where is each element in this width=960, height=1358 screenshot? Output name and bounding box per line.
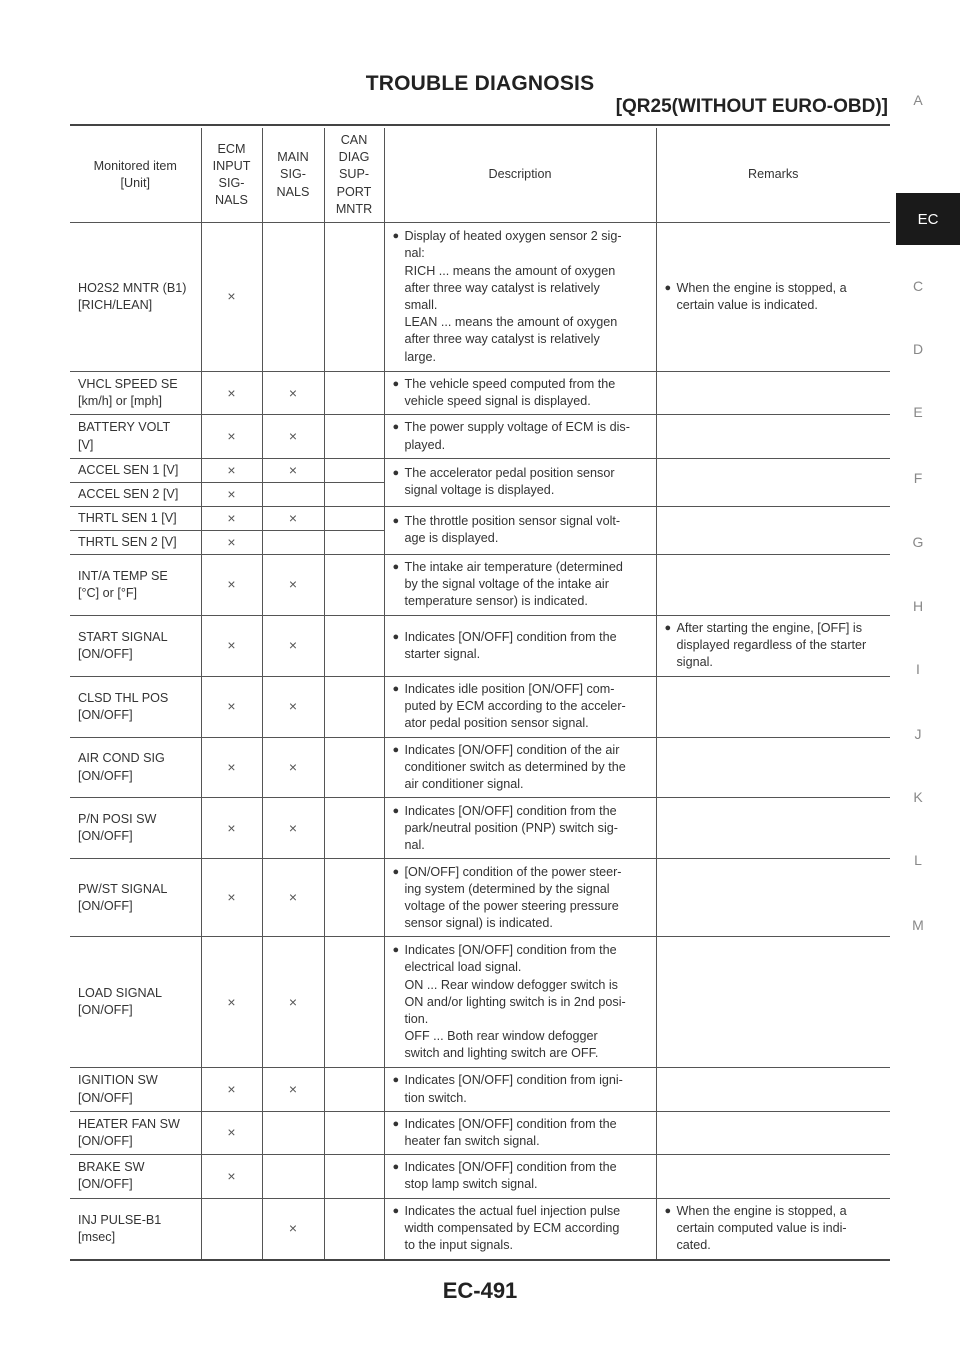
- bullet-icon: ●: [392, 1074, 400, 1087]
- can-diag-mark: [324, 615, 384, 676]
- description-cell: ● The throttle position sensor signal volt- age is displayed.: [384, 506, 656, 554]
- description-cell: ● Indicates the actual fuel injection pulse width compensated by ECM according to the input signals.: [384, 1198, 656, 1260]
- item-cell: VHCL SPEED SE [km/h] or [mph]: [70, 372, 201, 415]
- table-row: [70, 223, 890, 372]
- main-signals-mark: [262, 530, 324, 554]
- bullet-icon: ●: [392, 378, 400, 390]
- main-signals-mark: ×: [262, 859, 324, 937]
- main-signals-mark: ×: [262, 1198, 324, 1260]
- bullet-icon: ●: [392, 515, 400, 528]
- header-monitored-item: Monitored item [Unit]: [70, 128, 201, 223]
- bullet-icon: ●: [392, 421, 400, 434]
- main-signals-mark: ×: [262, 458, 324, 482]
- table-row: [70, 798, 890, 859]
- can-diag-mark: [324, 1111, 384, 1154]
- remarks-cell: [656, 372, 890, 415]
- ecm-input-mark: ×: [201, 859, 262, 937]
- item-cell: INJ PULSE-B1 [msec]: [70, 1198, 201, 1260]
- remarks-cell: [656, 737, 890, 798]
- remarks-cell: [656, 859, 890, 937]
- can-diag-mark: [324, 859, 384, 937]
- index-letter-f[interactable]: F: [913, 470, 923, 486]
- header-ecm-input: ECM INPUT SIG- NALS: [201, 128, 262, 223]
- table-row: [70, 859, 890, 937]
- header-main-signals: MAIN SIG- NALS: [262, 128, 324, 223]
- table-row: [70, 615, 890, 676]
- description-cell: ● Indicates [ON/OFF] condition from igni- tion switch.: [384, 1068, 656, 1111]
- bullet-icon: ●: [392, 630, 400, 643]
- main-signals-mark: ×: [262, 1068, 324, 1111]
- can-diag-mark: [324, 482, 384, 506]
- main-signals-mark: ×: [262, 615, 324, 676]
- can-diag-mark: [324, 1155, 384, 1198]
- main-signals-mark: ×: [262, 937, 324, 1068]
- ecm-input-mark: ×: [201, 554, 262, 615]
- can-diag-mark: [324, 415, 384, 458]
- remarks-cell: ● After starting the engine, [OFF] is displayed regardless of the starter signal.: [656, 615, 890, 676]
- description-cell: ● Indicates [ON/OFF] condition from the heater fan switch signal.: [384, 1111, 656, 1154]
- bullet-icon: ●: [392, 743, 400, 756]
- remarks-cell: [656, 1068, 890, 1111]
- index-letter-c[interactable]: C: [912, 278, 924, 294]
- remarks-cell: ● When the engine is stopped, a certain value is indicated.: [656, 223, 890, 372]
- item-cell: LOAD SIGNAL [ON/OFF]: [70, 937, 201, 1068]
- description-cell: ● The power supply voltage of ECM is dis- played.: [384, 415, 656, 458]
- description-cell: ● Indicates [ON/OFF] condition from the electrical load signal. ON ... Rear window defogger switch is ON and/or lighting switch is in 2nd posi- tion. OFF ... Both rear window defogger switch and lighting switch are OFF.: [384, 937, 656, 1068]
- index-letter-a[interactable]: A: [913, 92, 923, 108]
- remarks-cell: ● When the engine is stopped, a certain computed value is indi- cated.: [656, 1198, 890, 1260]
- bullet-icon: ●: [392, 804, 400, 817]
- main-signals-mark: ×: [262, 798, 324, 859]
- description-cell: ● Indicates [ON/OFF] condition from the starter signal.: [384, 615, 656, 676]
- ecm-input-mark: ×: [201, 458, 262, 482]
- ecm-input-mark: ×: [201, 737, 262, 798]
- bullet-icon: ●: [392, 1205, 400, 1218]
- bullet-icon: ●: [392, 1117, 400, 1130]
- main-signals-mark: ×: [262, 737, 324, 798]
- remarks-cell: [656, 937, 890, 1068]
- main-signals-mark: ×: [262, 372, 324, 415]
- ecm-input-mark: ×: [201, 482, 262, 506]
- description-cell: ● Indicates [ON/OFF] condition from the stop lamp switch signal.: [384, 1155, 656, 1198]
- table-row: [70, 737, 890, 798]
- table-row: [70, 372, 890, 415]
- item-cell: BRAKE SW [ON/OFF]: [70, 1155, 201, 1198]
- ecm-input-mark: ×: [201, 615, 262, 676]
- section-index: [896, 0, 960, 1358]
- item-cell: HEATER FAN SW [ON/OFF]: [70, 1111, 201, 1154]
- item-cell: ACCEL SEN 2 [V]: [70, 482, 201, 506]
- index-letter-l[interactable]: L: [914, 852, 922, 868]
- index-letter-k[interactable]: K: [913, 789, 923, 805]
- item-cell: THRTL SEN 2 [V]: [70, 530, 201, 554]
- description-cell: ● The intake air temperature (determined by the signal voltage of the intake air temperature sensor) is indicated.: [384, 554, 656, 615]
- index-letter-d[interactable]: D: [912, 341, 924, 357]
- index-tab-active[interactable]: EC: [896, 193, 960, 245]
- index-letter-g[interactable]: G: [912, 534, 924, 550]
- bullet-icon: ●: [392, 683, 400, 695]
- data-monitor-table: [70, 128, 890, 1261]
- main-signals-mark: [262, 1155, 324, 1198]
- table-header-row: [70, 128, 890, 223]
- header-remarks: Remarks: [656, 128, 890, 223]
- bullet-icon: ●: [664, 281, 672, 294]
- header-description: Description: [384, 128, 656, 223]
- description-cell: ● The vehicle speed computed from the vehicle speed signal is displayed.: [384, 372, 656, 415]
- remarks-cell: [656, 798, 890, 859]
- ecm-input-mark: ×: [201, 1068, 262, 1111]
- main-signals-mark: [262, 482, 324, 506]
- ecm-input-mark: [201, 1198, 262, 1260]
- bullet-icon: ●: [664, 622, 672, 634]
- remarks-cell: [656, 676, 890, 737]
- table-row: [70, 554, 890, 615]
- can-diag-mark: [324, 737, 384, 798]
- item-cell: ACCEL SEN 1 [V]: [70, 458, 201, 482]
- item-cell: IGNITION SW [ON/OFF]: [70, 1068, 201, 1111]
- main-signals-mark: [262, 223, 324, 372]
- bullet-icon: ●: [392, 230, 400, 243]
- table-row: [70, 458, 890, 482]
- ecm-input-mark: ×: [201, 530, 262, 554]
- main-signals-mark: ×: [262, 415, 324, 458]
- can-diag-mark: [324, 1198, 384, 1260]
- ecm-input-mark: ×: [201, 1111, 262, 1154]
- bullet-icon: ●: [392, 1161, 400, 1174]
- item-cell: INT/A TEMP SE [°C] or [°F]: [70, 554, 201, 615]
- remarks-cell: [656, 1111, 890, 1154]
- ecm-input-mark: ×: [201, 415, 262, 458]
- description-cell: ● [ON/OFF] condition of the power steer- ing system (determined by the signal voltage of the power steering pressure sensor signal) is indicated.: [384, 859, 656, 937]
- bullet-icon: ●: [392, 467, 400, 480]
- table-row: [70, 676, 890, 737]
- item-cell: AIR COND SIG [ON/OFF]: [70, 737, 201, 798]
- table-row: [70, 1111, 890, 1154]
- ecm-input-mark: ×: [201, 1155, 262, 1198]
- index-letter-e[interactable]: E: [913, 404, 923, 420]
- ecm-input-mark: ×: [201, 506, 262, 530]
- index-letter-m[interactable]: M: [912, 917, 924, 933]
- page-number: EC-491: [442, 1278, 518, 1303]
- can-diag-mark: [324, 676, 384, 737]
- remarks-cell: [656, 458, 890, 506]
- main-signals-mark: ×: [262, 676, 324, 737]
- main-signals-mark: [262, 1111, 324, 1154]
- ecm-input-mark: ×: [201, 372, 262, 415]
- header-rule: [70, 124, 890, 126]
- item-cell: START SIGNAL [ON/OFF]: [70, 615, 201, 676]
- ecm-input-mark: ×: [201, 798, 262, 859]
- remarks-cell: [656, 1155, 890, 1198]
- item-cell: P/N POSI SW [ON/OFF]: [70, 798, 201, 859]
- table-row: [70, 1155, 890, 1198]
- page-subtitle: [QR25(WITHOUT EURO-OBD)]: [615, 96, 888, 117]
- index-letter-j[interactable]: J: [914, 726, 922, 742]
- description-cell: ● Indicates [ON/OFF] condition of the air conditioner switch as determined by the air conditioner signal.: [384, 737, 656, 798]
- description-cell: ● Indicates [ON/OFF] condition from the park/neutral position (PNP) switch sig- nal.: [384, 798, 656, 859]
- remarks-cell: [656, 554, 890, 615]
- main-signals-mark: ×: [262, 554, 324, 615]
- ecm-input-mark: ×: [201, 676, 262, 737]
- bullet-icon: ●: [392, 944, 400, 957]
- header-can-diag: CAN DIAG SUP- PORT MNTR: [324, 128, 384, 223]
- can-diag-mark: [324, 372, 384, 415]
- can-diag-mark: [324, 1068, 384, 1111]
- ecm-input-mark: ×: [201, 937, 262, 1068]
- table-row: [70, 937, 890, 1068]
- table-row: [70, 1068, 890, 1111]
- can-diag-mark: [324, 506, 384, 530]
- bullet-icon: ●: [392, 561, 400, 573]
- remarks-cell: [656, 506, 890, 554]
- item-cell: BATTERY VOLT [V]: [70, 415, 201, 458]
- can-diag-mark: [324, 530, 384, 554]
- table-row: [70, 506, 890, 530]
- description-cell: ● Indicates idle position [ON/OFF] com- puted by ECM according to the acceler- ator pedal position sensor signal.: [384, 676, 656, 737]
- index-letter-i[interactable]: I: [916, 661, 920, 677]
- index-letter-h[interactable]: H: [912, 598, 924, 614]
- item-cell: CLSD THL POS [ON/OFF]: [70, 676, 201, 737]
- main-signals-mark: ×: [262, 506, 324, 530]
- bullet-icon: ●: [392, 865, 400, 878]
- bullet-icon: ●: [664, 1205, 672, 1218]
- can-diag-mark: [324, 458, 384, 482]
- table-row: [70, 1198, 890, 1260]
- description-cell: ● The accelerator pedal position sensor signal voltage is displayed.: [384, 458, 656, 506]
- item-cell: THRTL SEN 1 [V]: [70, 506, 201, 530]
- can-diag-mark: [324, 223, 384, 372]
- can-diag-mark: [324, 937, 384, 1068]
- description-cell: ● Display of heated oxygen sensor 2 sig- nal: RICH ... means the amount of oxygen after three way catalyst is relatively small. LEAN ... means the amount of oxygen after three way catalyst is relatively large.: [384, 223, 656, 372]
- ecm-input-mark: ×: [201, 223, 262, 372]
- can-diag-mark: [324, 798, 384, 859]
- item-cell: PW/ST SIGNAL [ON/OFF]: [70, 859, 201, 937]
- table-row: [70, 415, 890, 458]
- remarks-cell: [656, 415, 890, 458]
- page-title: TROUBLE DIAGNOSIS: [365, 72, 595, 95]
- item-cell: HO2S2 MNTR (B1) [RICH/LEAN]: [70, 223, 201, 372]
- can-diag-mark: [324, 554, 384, 615]
